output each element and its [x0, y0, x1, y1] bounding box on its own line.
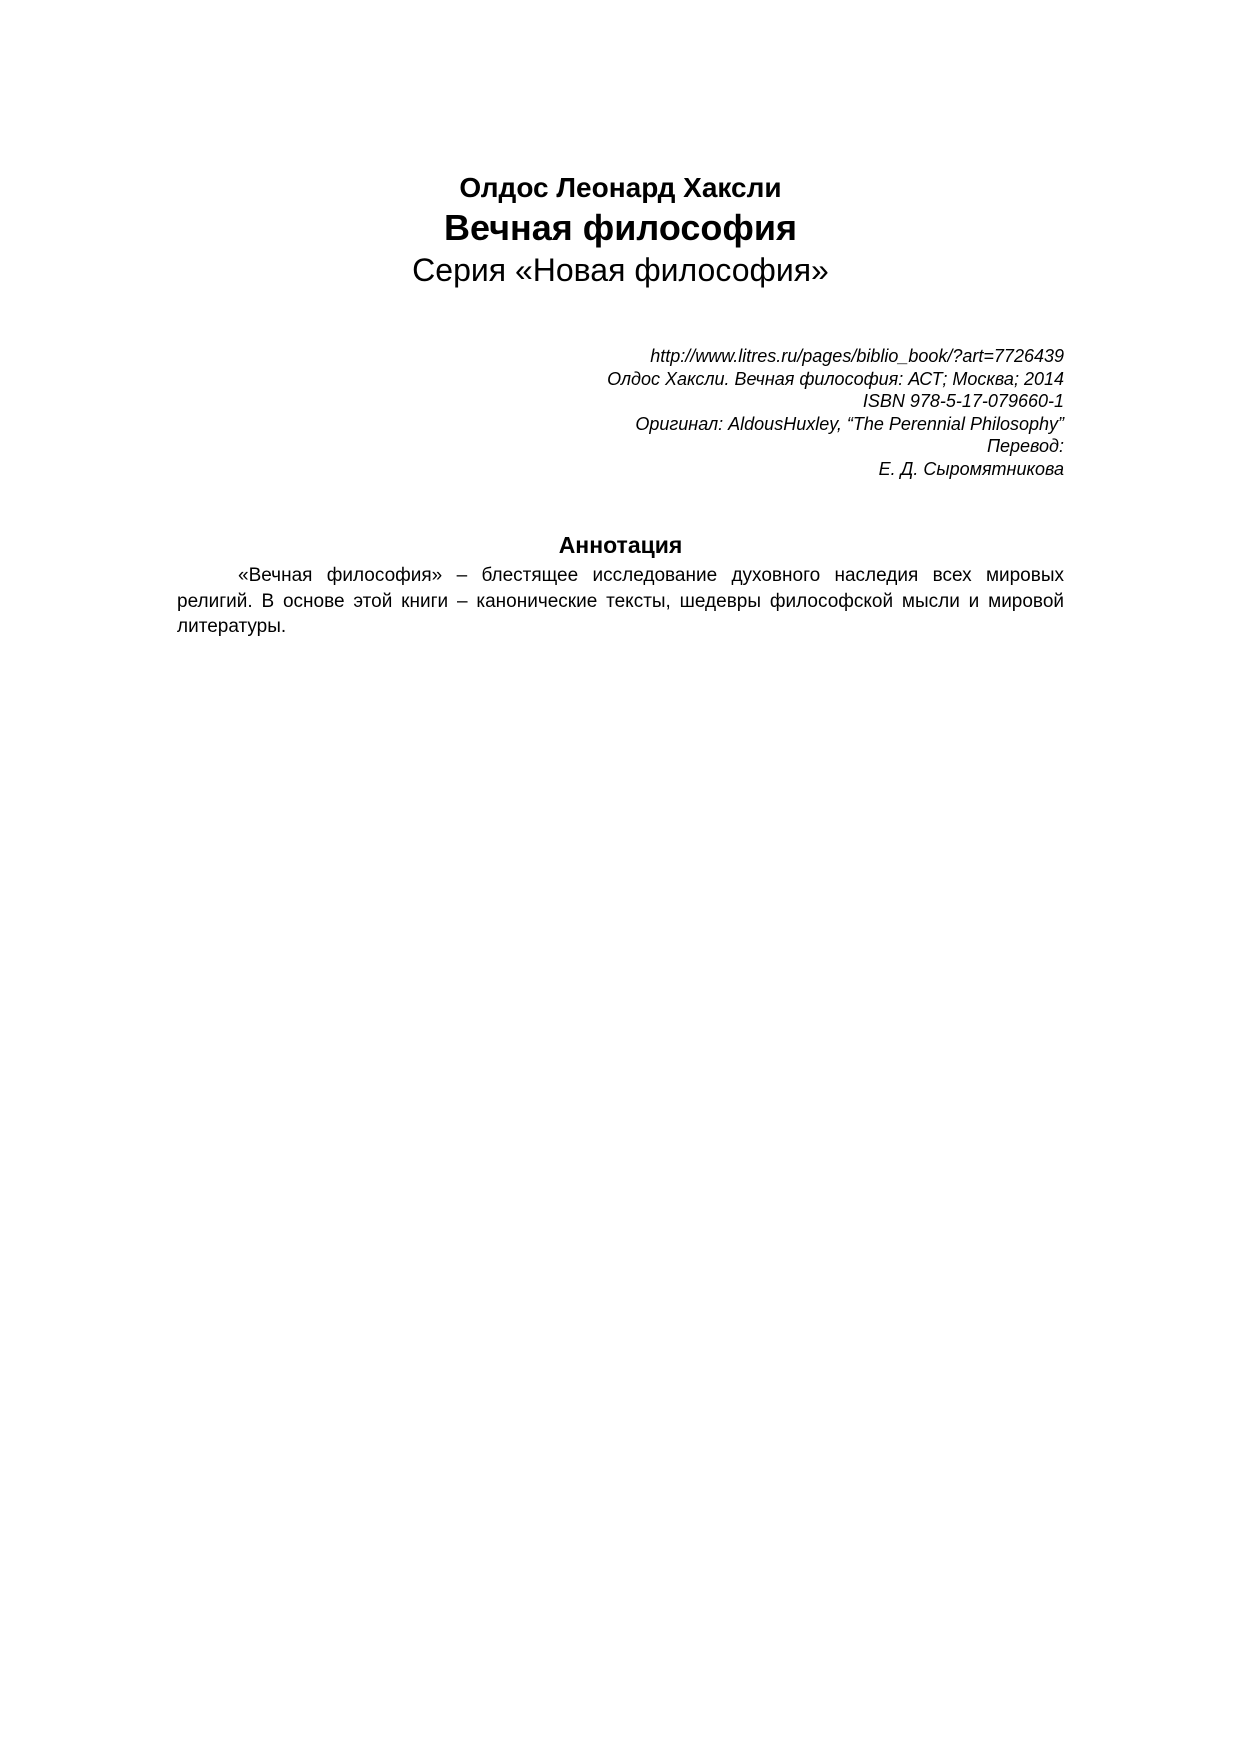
series-name: Серия «Новая философия» [412, 252, 829, 288]
author-name: Олдос Леонард Хаксли [459, 172, 782, 203]
source-url[interactable]: http://www.litres.ru/pages/biblio_book/?art=7726439 [650, 346, 1064, 366]
publication-info: Олдос Хаксли. Вечная философия: АСТ; Москва; 2014 [607, 368, 1064, 389]
title-block [0, 170, 1241, 290]
book-title: Вечная философия [444, 207, 797, 248]
original-title: Оригинал: AldousHuxley, “The Perennial Philosophy” [635, 413, 1064, 434]
translator-name: Е. Д. Сыромятникова [878, 458, 1064, 479]
translation-label: Перевод: [986, 436, 1064, 457]
annotation-text: «Вечная философия» – блестящее исследование духовного наследия всех мировых религий. В основе этой книги – канонические тексты, шедевры философской мысли и мировой литературы. [177, 565, 1064, 637]
annotation-heading: Аннотация [558, 532, 683, 558]
isbn: ISBN 978-5-17-079660-1 [862, 391, 1064, 412]
bibliographic-info [364, 345, 1064, 481]
